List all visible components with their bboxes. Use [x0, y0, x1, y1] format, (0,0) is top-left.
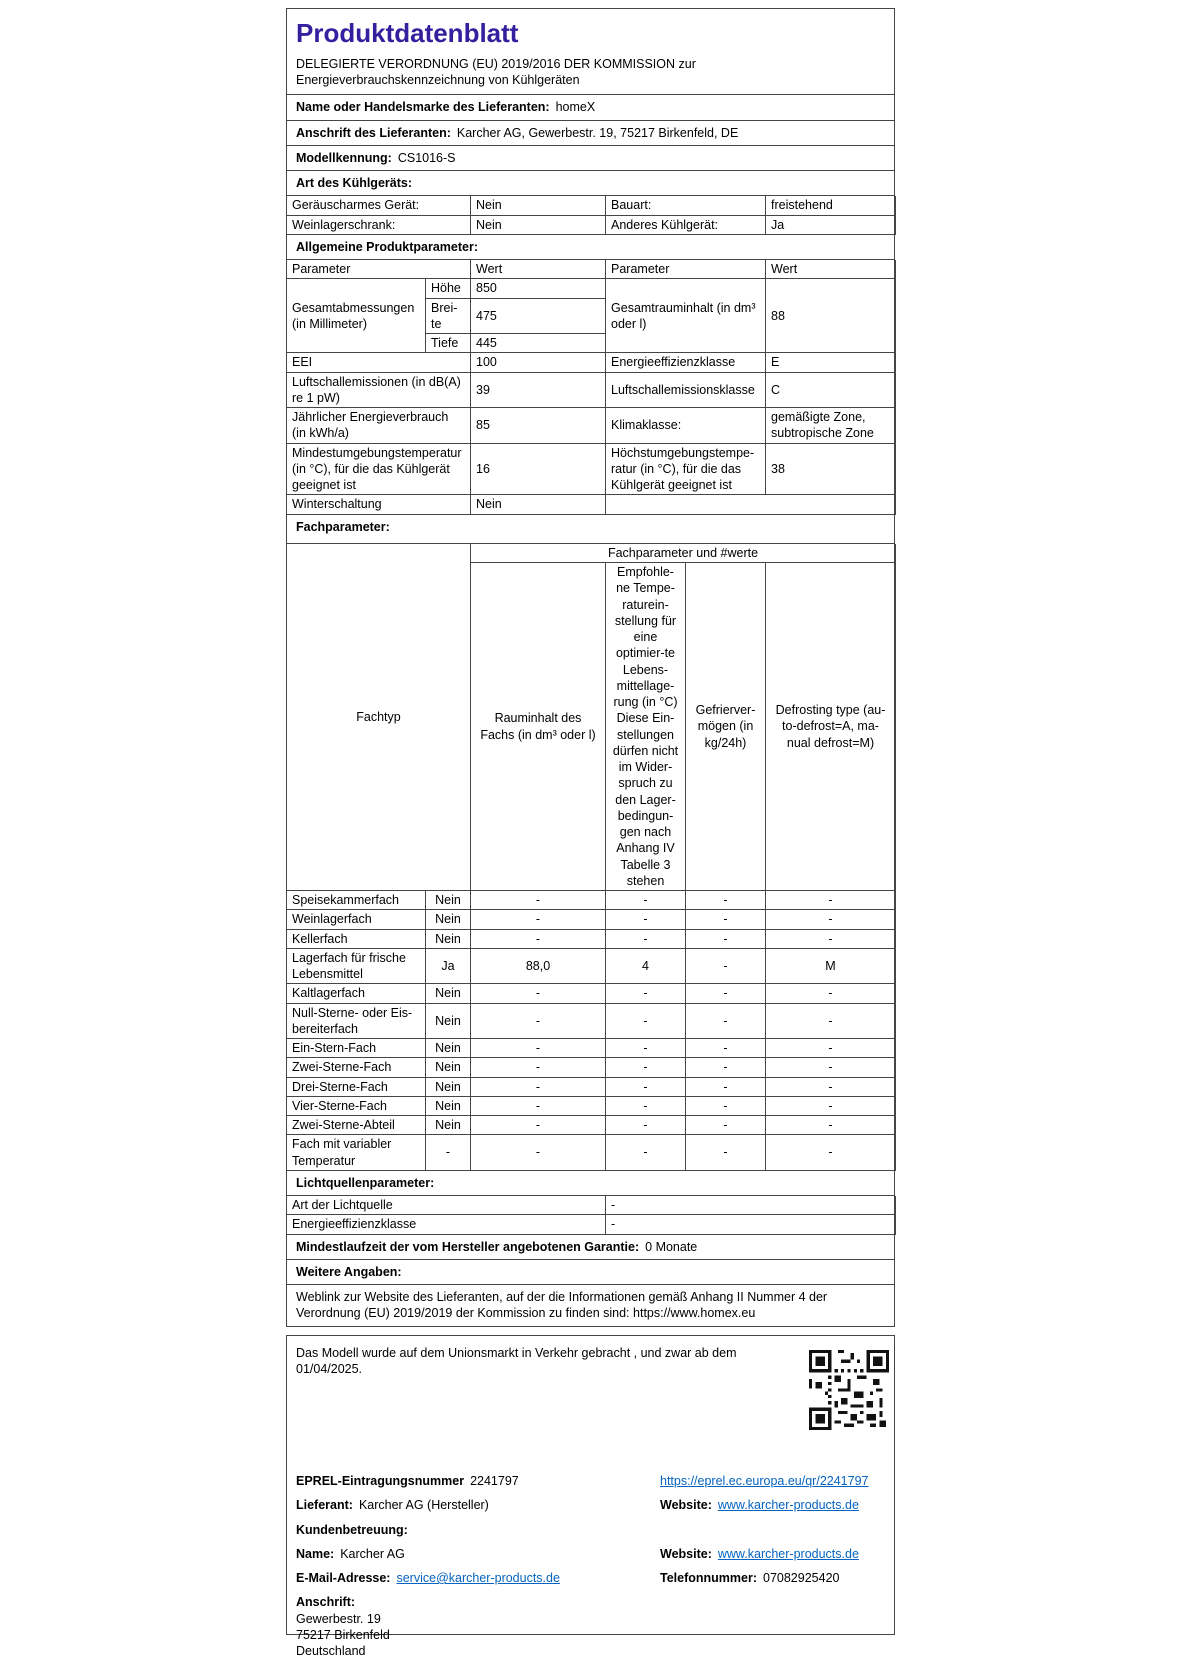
supplier-address-value: Karcher AG, Gewerbestr. 19, 75217 Birkenfeld, DE: [456, 125, 739, 140]
website-link-2[interactable]: www.karcher-products.de: [717, 1546, 859, 1561]
compartment-value: -: [471, 1058, 606, 1077]
product-datasheet: [286, 8, 895, 1658]
type-section-heading: Art des Kühlgeräts:: [287, 171, 894, 196]
email-link[interactable]: service@karcher-products.de: [396, 1571, 560, 1586]
lieferant-value: Karcher AG (Hersteller): [358, 1498, 489, 1513]
qr-code: [809, 1350, 889, 1430]
compartment-value: -: [766, 1116, 896, 1135]
email-label: E-Mail-Adresse:: [296, 1571, 391, 1586]
table-row: [287, 1116, 896, 1135]
compartment-present: Nein: [426, 1077, 471, 1096]
compartment-value: M: [766, 948, 896, 984]
compartment-value: -: [686, 1135, 766, 1171]
eprel-link[interactable]: https://eprel.ec.europa.eu/qr/2241797: [660, 1474, 869, 1489]
compartment-label: Speisekammerfach: [287, 891, 426, 910]
compartment-value: -: [686, 984, 766, 1003]
supplier-name-value: homeX: [555, 100, 596, 115]
column-header-rauminhalt: Rauminhalt des Fachs (in dm³ oder l): [471, 563, 606, 891]
contact-name-row: [296, 1546, 885, 1562]
compartment-value: -: [686, 1116, 766, 1135]
param-label: Jährlicher Energieverbrauch (in kWh/a): [287, 408, 471, 444]
compartment-value: -: [686, 891, 766, 910]
eprel-label: EPREL-Eintragungsnummer: [296, 1474, 465, 1489]
table-row: [287, 353, 896, 372]
compartment-value: -: [606, 1077, 686, 1096]
telefon-label: Telefonnummer:: [660, 1571, 757, 1586]
param-label: Gesamtrauminhalt (in dm³ oder l): [606, 279, 766, 353]
light-source-table: [286, 1196, 896, 1235]
model-id-row: [287, 146, 894, 171]
param-label: Energieeffizienzklasse: [606, 353, 766, 372]
compartment-value: -: [766, 1096, 896, 1115]
compartment-table: [286, 544, 896, 1171]
compartment-value: -: [606, 891, 686, 910]
table-row: [287, 196, 896, 215]
name-value: Karcher AG: [340, 1546, 405, 1561]
dimension-value: 850: [471, 279, 606, 298]
compartment-value: -: [686, 1096, 766, 1115]
param-value: -: [606, 1215, 896, 1234]
header-section: [287, 9, 894, 95]
compartment-value: -: [606, 929, 686, 948]
general-section-heading: Allgemeine Produktparameter:: [287, 235, 894, 260]
param-label: Luftschallemissionen (in dB(A) re 1 pW): [287, 372, 471, 408]
compartment-value: -: [471, 1135, 606, 1171]
compartment-present: Nein: [426, 984, 471, 1003]
compartment-value: -: [766, 1003, 896, 1039]
param-value: gemäßigte Zone, subtropische Zone: [766, 408, 896, 444]
table-row: [287, 1077, 896, 1096]
param-value: -: [606, 1196, 896, 1215]
compartment-present: Nein: [426, 1096, 471, 1115]
dimension-value: 475: [471, 298, 606, 334]
compartment-value: -: [471, 1096, 606, 1115]
param-value: 88: [766, 279, 896, 353]
compartment-present: -: [426, 1135, 471, 1171]
param-label: Anderes Kühlgerät:: [606, 215, 766, 234]
param-label: Art der Lichtquelle: [287, 1196, 606, 1215]
compartment-value: -: [766, 1077, 896, 1096]
compartment-value: -: [686, 948, 766, 984]
eprel-number: 2241797: [470, 1474, 519, 1489]
warranty-value: 0 Monate: [645, 1239, 698, 1254]
param-value: 100: [471, 353, 606, 372]
param-value: 16: [471, 443, 606, 495]
model-id-value: CS1016-S: [397, 150, 456, 165]
column-header-fachtyp: Fachtyp: [287, 544, 471, 891]
warranty-row: [287, 1235, 894, 1260]
postal-address-block: [296, 1594, 885, 1658]
compartment-value: -: [766, 1058, 896, 1077]
website-label: Website:: [660, 1498, 712, 1513]
column-header-temperatur: [606, 563, 686, 891]
page-title: Produktdatenblatt: [296, 18, 519, 48]
compartment-value: -: [766, 910, 896, 929]
model-id-label: Modellkennung:: [296, 150, 392, 165]
compartment-value: -: [606, 1135, 686, 1171]
compartment-value: -: [606, 1116, 686, 1135]
param-value: freistehend: [766, 196, 896, 215]
website-link[interactable]: www.karcher-products.de: [717, 1498, 859, 1513]
param-label: Geräuscharmes Gerät:: [287, 196, 471, 215]
compartment-value: -: [471, 891, 606, 910]
column-header-defrosting: Defrosting type (au-to-defrost=A, ma-nual defrost=M): [766, 563, 896, 891]
compartment-value: -: [471, 984, 606, 1003]
compartment-value: -: [606, 1058, 686, 1077]
address-line: Gewerbestr. 19: [296, 1611, 381, 1626]
empty-cell: [606, 495, 896, 514]
param-label: Klimaklasse:: [606, 408, 766, 444]
kundenbetreuung-label: Kundenbetreuung:: [296, 1522, 408, 1537]
type-table: [286, 196, 896, 235]
compartment-label: Ein-Stern-Fach: [287, 1039, 426, 1058]
compartment-section-heading: Fachparameter:: [287, 515, 894, 544]
param-value: Nein: [471, 495, 606, 514]
compartment-present: Ja: [426, 948, 471, 984]
param-value: 85: [471, 408, 606, 444]
compartment-value: 88,0: [471, 948, 606, 984]
compartment-value: -: [471, 1077, 606, 1096]
param-label: Gesamtabmessungen (in Millimeter): [287, 279, 426, 353]
market-placement-note: Das Modell wurde auf dem Unionsmarkt in Verkehr gebracht , und zwar ab dem 01/04/2025.: [296, 1345, 737, 1376]
table-row: [287, 495, 896, 514]
customer-care-heading-row: [296, 1522, 885, 1538]
column-header: Parameter: [287, 260, 471, 279]
compartment-label: Null-Sterne- oder Eis-bereiterfach: [287, 1003, 426, 1039]
table-row: [287, 1096, 896, 1115]
dimension-sub-label: Tiefe: [426, 334, 471, 353]
param-label: Energieeffizienzklasse: [287, 1215, 606, 1234]
table-row: [287, 1196, 896, 1215]
warranty-label: Mindestlaufzeit der vom Hersteller angebotenen Garantie:: [296, 1239, 640, 1254]
param-label: Weinlagerschrank:: [287, 215, 471, 234]
supplier-address-row: [287, 121, 894, 146]
table-row: [287, 910, 896, 929]
compartment-value: -: [606, 984, 686, 1003]
table-row: [287, 372, 896, 408]
supplier-row: [296, 1497, 885, 1513]
param-value: Nein: [471, 196, 606, 215]
compartment-present: Nein: [426, 929, 471, 948]
table-row: [287, 984, 896, 1003]
column-header: Parameter: [606, 260, 766, 279]
compartment-value: -: [766, 984, 896, 1003]
param-value: Ja: [766, 215, 896, 234]
supplier-name-row: [287, 95, 894, 120]
compartment-value: -: [606, 1096, 686, 1115]
compartment-value: -: [686, 910, 766, 929]
compartment-label: Vier-Sterne-Fach: [287, 1096, 426, 1115]
compartment-value: -: [766, 1135, 896, 1171]
param-value: Nein: [471, 215, 606, 234]
compartment-value: -: [471, 910, 606, 929]
table-row: [287, 1003, 896, 1039]
compartment-value: -: [471, 1003, 606, 1039]
column-header-gefriervermoegen: Gefrierver-mögen (in kg/24h): [686, 563, 766, 891]
temp-header-paragraph-1: Empfohle-ne Tempe-raturein-stellung für eine optimier-te Lebens-mittellage-rung (in °C): [613, 565, 678, 710]
dimension-sub-label: Brei-te: [426, 298, 471, 334]
dimension-sub-label: Höhe: [426, 279, 471, 298]
supplier-name-label: Name oder Handelsmarke des Lieferanten:: [296, 100, 550, 115]
compartment-present: Nein: [426, 1039, 471, 1058]
eprel-row: [296, 1473, 885, 1489]
address-line: 75217 Birkenfeld: [296, 1627, 390, 1642]
compartment-label: Weinlagerfach: [287, 910, 426, 929]
column-header: Wert: [766, 260, 896, 279]
main-box: [286, 8, 895, 1327]
supplier-address-label: Anschrift des Lieferanten:: [296, 125, 451, 140]
compartment-present: Nein: [426, 910, 471, 929]
compartment-value: -: [471, 1039, 606, 1058]
compartment-present: Nein: [426, 1003, 471, 1039]
table-row: [287, 279, 896, 298]
website-label: Website:: [660, 1546, 712, 1561]
address-line: Deutschland: [296, 1643, 366, 1658]
param-value: 39: [471, 372, 606, 408]
param-label: Winterschaltung: [287, 495, 471, 514]
anschrift-label: Anschrift:: [296, 1595, 356, 1610]
temp-header-paragraph-2: Diese Ein-stellungen dürfen nicht im Wider-spruch zu den Lager-bedingun-gen nach Anhang IV Tabelle 3 stehen: [612, 711, 679, 888]
table-row: [287, 929, 896, 948]
param-label: Höchstumgebungstempe-ratur (in °C), für die das Kühlgerät geeignet ist: [606, 443, 766, 495]
compartment-label: Kaltlagerfach: [287, 984, 426, 1003]
param-label: Bauart:: [606, 196, 766, 215]
param-value: E: [766, 353, 896, 372]
compartment-value: 4: [606, 948, 686, 984]
weblink-url: https://www.homex.eu: [633, 1306, 756, 1321]
compartment-value: -: [471, 929, 606, 948]
table-row: [287, 215, 896, 234]
param-label: Luftschallemissionsklasse: [606, 372, 766, 408]
compartment-label: Zwei-Sterne-Fach: [287, 1058, 426, 1077]
table-row: [287, 443, 896, 495]
general-parameters-table: [286, 260, 896, 515]
param-value: 38: [766, 443, 896, 495]
compartment-value: -: [686, 1077, 766, 1096]
table-title: Fachparameter und #werte: [471, 544, 896, 563]
compartment-label: Fach mit variabler Temperatur: [287, 1135, 426, 1171]
param-label: Mindestumgebungstemperatur (in °C), für die das Kühlgerät geeignet ist: [287, 443, 471, 495]
compartment-value: -: [471, 1116, 606, 1135]
table-row: [287, 1215, 896, 1234]
compartment-value: -: [766, 929, 896, 948]
additional-section-heading: Weitere Angaben:: [287, 1260, 894, 1285]
compartment-value: -: [766, 891, 896, 910]
compartment-value: -: [606, 910, 686, 929]
compartment-label: Drei-Sterne-Fach: [287, 1077, 426, 1096]
compartment-value: -: [686, 1003, 766, 1039]
compartment-present: Nein: [426, 891, 471, 910]
table-row: [287, 408, 896, 444]
table-row: [287, 1039, 896, 1058]
compartment-present: Nein: [426, 1058, 471, 1077]
compartment-value: -: [686, 1039, 766, 1058]
table-row: [287, 1058, 896, 1077]
subtitle: DELEGIERTE VERORDNUNG (EU) 2019/2016 DER KOMMISSION zur Energieverbrauchskennzeichnung von Kühlgeräten: [296, 56, 696, 88]
table-header-row: [287, 260, 896, 279]
table-row: [287, 1135, 896, 1171]
weblink-row: [287, 1285, 894, 1326]
compartment-label: Lagerfach für frische Lebensmittel: [287, 948, 426, 984]
contact-email-row: [296, 1570, 885, 1586]
compartment-value: -: [686, 929, 766, 948]
light-section-heading: Lichtquellenparameter:: [287, 1171, 894, 1196]
table-row: [287, 891, 896, 910]
compartment-present: Nein: [426, 1116, 471, 1135]
name-label: Name:: [296, 1546, 335, 1561]
compartment-value: -: [606, 1003, 686, 1039]
compartment-label: Zwei-Sterne-Abteil: [287, 1116, 426, 1135]
telefon-value: 07082925420: [763, 1571, 840, 1586]
compartment-value: -: [606, 1039, 686, 1058]
table-header-row: [287, 544, 896, 563]
compartment-value: -: [766, 1039, 896, 1058]
lieferant-label: Lieferant:: [296, 1498, 353, 1513]
footer-box: [286, 1335, 895, 1658]
param-value: C: [766, 372, 896, 408]
dimension-value: 445: [471, 334, 606, 353]
column-header: Wert: [471, 260, 606, 279]
footer-contact-rows: [296, 1473, 885, 1659]
compartment-label: Kellerfach: [287, 929, 426, 948]
weblink-text: Weblink zur Website des Lieferanten, auf der die Informationen gemäß Anhang II Nummer 4 der Verordnung (EU) 2019/2019 der Kommission zu finden sind:: [296, 1290, 828, 1321]
param-label: EEI: [287, 353, 471, 372]
compartment-value: -: [686, 1058, 766, 1077]
table-row: [287, 948, 896, 984]
